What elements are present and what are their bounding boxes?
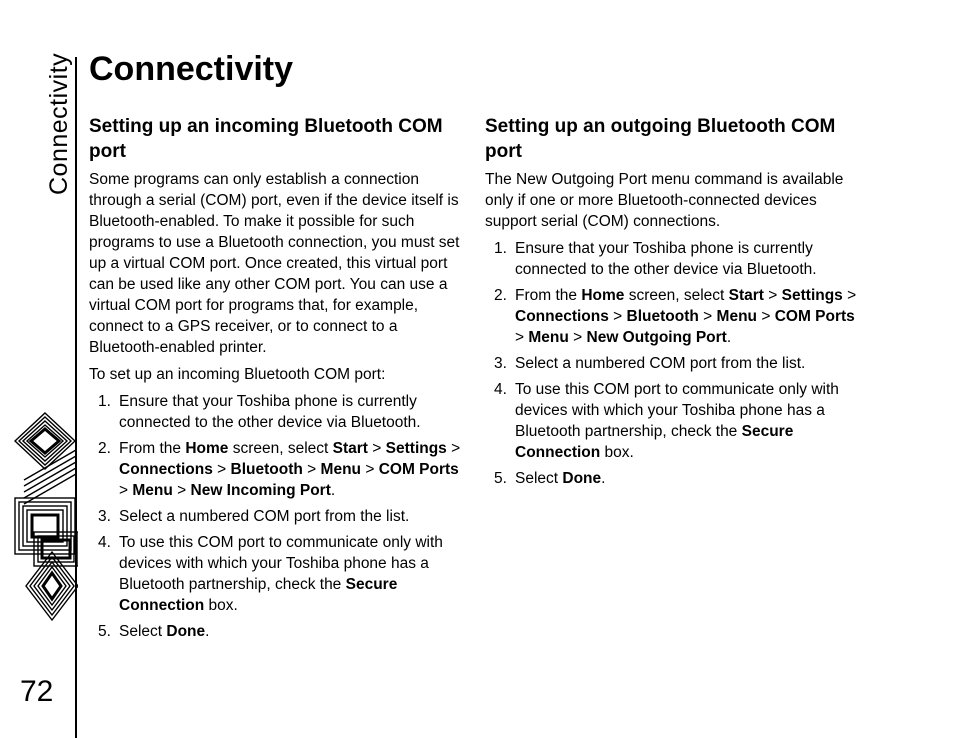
ui-term-connections: Connections [119, 461, 213, 478]
step-text: Ensure that your Toshiba phone is currently connected to the other device via Bluetooth. [119, 393, 421, 431]
ui-term-bluetooth: Bluetooth [626, 308, 699, 325]
step-number: 3. [494, 355, 507, 372]
ui-term-menu: Menu [132, 482, 173, 499]
section-side-label: Connectivity [45, 52, 73, 195]
ui-term-com-ports: COM Ports [378, 461, 459, 478]
step-2: 2. From the Home screen, select Start > Settings > Connections > Bluetooth > Menu > COM Ports > Menu > New Incoming Port. [98, 440, 461, 499]
step-number: 1. [494, 240, 507, 257]
outgoing-port-section [485, 114, 865, 494]
step-text: Ensure that your Toshiba phone is currently connected to the other device via Bluetooth. [515, 240, 817, 278]
step-number: 2. [98, 440, 111, 457]
ui-term-secure-connection: Secure Connection [119, 576, 398, 614]
step-5: 5. Select Done. [494, 470, 606, 487]
step-1 [89, 391, 469, 433]
step-4: 4. To use this COM port to communicate only with devices with which your Toshiba phone has a Bluetooth partnership, check the Secure Connection box. [494, 381, 839, 461]
ui-term-new-outgoing-port: New Outgoing Port [586, 329, 727, 346]
ui-term-done: Done [166, 623, 206, 640]
step-text: Select a numbered COM port from the list. [515, 355, 806, 372]
page-number: 72 [20, 675, 54, 708]
margin-rule [75, 57, 77, 738]
ui-term-settings: Settings [385, 440, 447, 457]
square-ornament [15, 498, 75, 554]
step-number: 5. [494, 470, 507, 487]
diamond-ornament-top [15, 413, 75, 469]
step-4: 4. To use this COM port to communicate only with devices with which your Toshiba phone has a Bluetooth partnership, check the Secure Connection box. [98, 534, 443, 614]
step-5: 5. Select Done. [98, 623, 210, 640]
ui-term-menu: Menu [320, 461, 362, 478]
ui-term-com-ports: COM Ports [774, 308, 855, 325]
ui-term-menu: Menu [716, 308, 758, 325]
ui-term-connections: Connections [515, 308, 609, 325]
step-number: 5. [98, 623, 111, 640]
ui-term-home: Home [581, 287, 625, 304]
decorative-pattern [12, 410, 78, 625]
diagonal-stripes [24, 450, 76, 504]
step-text: Select a numbered COM port from the list. [119, 508, 410, 525]
ui-term-start: Start [728, 287, 764, 304]
ui-term-home: Home [185, 440, 229, 457]
outgoing-port-heading: Setting up an outgoing Bluetooth COM port [485, 116, 836, 162]
ui-term-bluetooth: Bluetooth [230, 461, 303, 478]
outgoing-port-steps [485, 238, 865, 489]
step-1 [485, 238, 865, 280]
incoming-port-intro: Some programs can only establish a connection through a serial (COM) port, even if the device itself is Bluetooth-enabled. To make it possible for such programs to use a Bluetooth connection, you must set up a virtual COM port. Once created, this virtual port can be used like any other COM port. You can use a virtual COM port for programs that, for example, connect to a GPS receiver, or to connect to a Bluetooth-enabled printer. [89, 171, 460, 356]
ui-term-new-incoming-port: New Incoming Port [190, 482, 331, 499]
incoming-port-heading: Setting up an incoming Bluetooth COM port [89, 116, 443, 162]
step-number: 3. [98, 508, 111, 525]
step-3 [485, 353, 865, 374]
ui-term-done: Done [562, 470, 602, 487]
ui-term-secure-connection: Secure Connection [515, 423, 794, 461]
incoming-port-lead: To set up an incoming Bluetooth COM port: [89, 366, 386, 383]
page-title: Connectivity [89, 50, 294, 88]
step-2: 2. From the Home screen, select Start > Settings > Connections > Bluetooth > Menu > COM Ports > Menu > New Outgoing Port. [494, 287, 857, 346]
step-3 [89, 506, 469, 527]
step-number: 4. [494, 381, 507, 398]
step-number: 1. [98, 393, 111, 410]
outgoing-port-intro: The New Outgoing Port menu command is available only if one or more Bluetooth-connected devices support serial (COM) connections. [485, 171, 844, 230]
ui-term-menu: Menu [528, 329, 569, 346]
incoming-port-steps [89, 391, 469, 642]
ui-term-settings: Settings [781, 287, 843, 304]
ui-term-start: Start [332, 440, 368, 457]
step-number: 2. [494, 287, 507, 304]
incoming-port-section [89, 114, 469, 647]
step-number: 4. [98, 534, 111, 551]
